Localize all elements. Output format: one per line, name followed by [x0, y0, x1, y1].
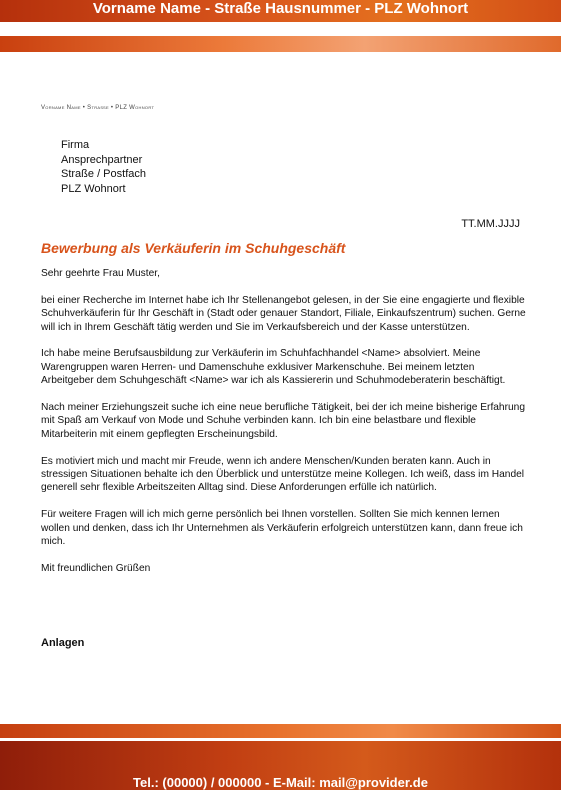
salutation: Sehr geehrte Frau Muster,: [41, 268, 160, 279]
body-paragraph: Nach meiner Erziehungszeit suche ich eine neue berufliche Tätigkeit, bei der ich meine bisherige Erfahrung mit Spaß am Verkauf von Mode und Schuhe verbinden kann. Ich bin eine belastbare und flexible Mitarbeiterin mit einem gepflegten Erscheinungsbild.: [41, 402, 525, 440]
body-paragraph: Für weitere Fragen will ich mich gerne persönlich bei Ihnen vorstellen. Sollten Sie mich kennen lernen wollen und denken, dass ich Ihr Unternehmen als Verkäuferin erfolgreich unterstützen kann, dann freue ich mich.: [41, 509, 523, 548]
header-title: Vorname Name - Straße Hausnummer - PLZ Wohnort: [92, 0, 469, 17]
footer-stripe: [0, 724, 561, 738]
footer-band: [0, 741, 561, 790]
attachments-label: Anlagen: [41, 637, 85, 649]
recipient-company: Firma: [61, 139, 90, 151]
closing: Mit freundlichen Grüßen: [41, 562, 151, 574]
body-paragraph: Es motiviert mich und macht mir Freude, wenn ich andere Menschen/Kunden beraten kann. Auch in stressigen Situationen behalte ich den Überblick und unterstütze meine Kollegen. Ich weiß, dass im Handel generell sehr flexible Arbeitszeiten Alltag sind. Diese Anforderungen erfülle ich natürlich.: [41, 455, 525, 494]
body-paragraph: bei einer Recherche im Internet habe ich Ihr Stellenangebot gelesen, in der Sie eine engagierte und flexible Schuhverkäuferin für Ihr Geschäft in (Stadt oder genauer Standort, Filiale, Einkaufszentrum) suchen. Gerne will ich in Ihrem Geschäft tätig werden und Sie im Verkaufsbereich und der Kasse unterstützen.: [41, 294, 526, 333]
letter-body: [41, 267, 527, 589]
letter-date: TT.MM.JJJJ: [461, 218, 520, 230]
body-paragraph: Ich habe meine Berufsausbildung zur Verkäuferin im Schuhfachhandel <Name> absolviert. Meine Warengruppen waren Herren- und Damenschuhe exklusiver Markenschuhe. Bei meinem letzten Arbeitgeber dem Schuhgeschäft <Name> war ich als Kassiererin und Schuhmodeberaterin beschäftigt.: [41, 348, 506, 387]
recipient-address: [61, 138, 146, 196]
header-band: [0, 0, 561, 22]
header-stripe: [0, 36, 561, 52]
letter-subject: Bewerbung als Verkäuferin im Schuhgeschäft: [41, 240, 346, 256]
recipient-street: Straße / Postfach: [61, 168, 146, 180]
footer-contact: Tel.: (00000) / 000000 - E-Mail: mail@provider.de: [133, 775, 428, 790]
sender-return-line: Vorname Name • Straße • PLZ Wohnort: [41, 105, 155, 111]
recipient-city: PLZ Wohnort: [61, 182, 126, 195]
recipient-contact: Ansprechpartner: [61, 153, 143, 166]
